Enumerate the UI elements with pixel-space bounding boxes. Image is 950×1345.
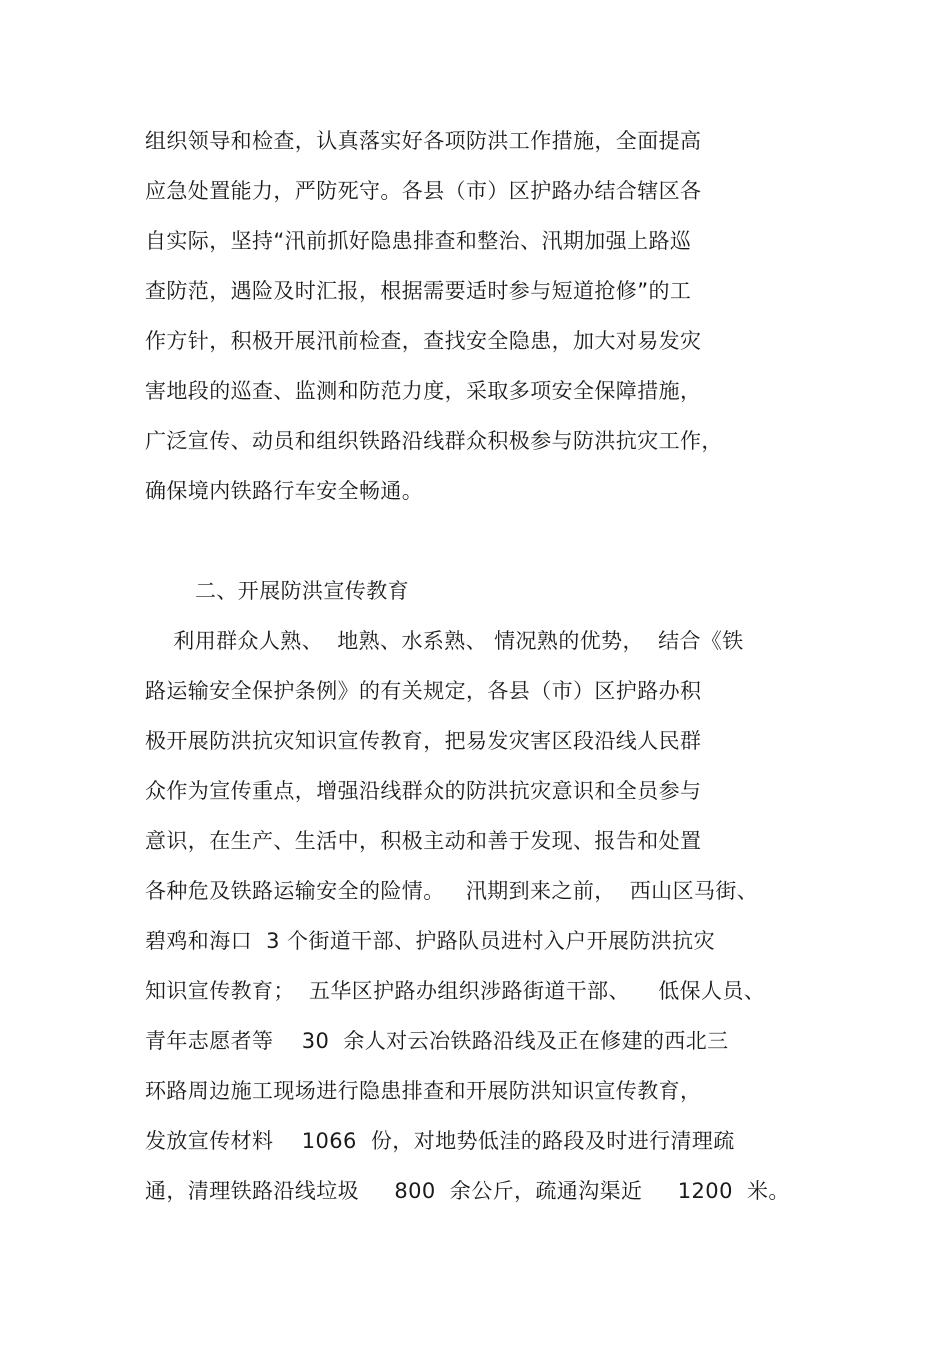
paragraph-line: 广泛宣传、动员和组织铁路沿线群众积极参与防洪抗灾工作， [145,429,723,453]
paragraph-line: 害地段的巡查、监测和防范力度，采取多项安全保障措施， [145,379,702,403]
paragraph-line: 通，清理铁路沿线垃圾 800 余公斤，疏通沟渠近 1200 米。 [145,1179,790,1203]
paragraph-line: 极开展防洪抗灾知识宣传教育，把易发灾害区段沿线人民群 [145,729,702,753]
paragraph-line: 青年志愿者等 30 余人对云冶铁路沿线及正在修建的西北三 [145,1029,729,1053]
paragraph-line: 查防范，遇险及时汇报，根据需要适时参与短道抢修”的工 [145,279,692,303]
paragraph-line: 意识，在生产、生活中，积极主动和善于发现、报告和处置 [145,829,702,853]
section-heading: 二、开展防洪宣传教育 [195,579,409,603]
paragraph-line: 应急处置能力，严防死守。各县（市）区护路办结合辖区各 [145,179,702,203]
paragraph-line: 知识宣传教育； 五华区护路办组织涉路街道干部、 低保人员、 [145,979,766,1003]
paragraph-line: 确保境内铁路行车安全畅通。 [145,479,424,503]
paragraph-line: 众作为宣传重点，增强沿线群众的防洪抗灾意识和全员参与 [145,779,702,803]
paragraph-line: 利用群众人熟、 地熟、水系熟、 情况熟的优势， 结合《铁 [145,629,744,653]
paragraph-line: 发放宣传材料 1066 份，对地势低洼的路段及时进行清理疏 [145,1129,735,1153]
paragraph-line: 自实际，坚持“汛前抓好隐患排查和整治、汛期加强上路巡 [145,229,692,253]
paragraph-line: 碧鸡和海口 3 个街道干部、护路队员进村入户开展防洪抗灾 [145,929,715,953]
paragraph-line: 组织领导和检查，认真落实好各项防洪工作措施，全面提高 [145,129,702,153]
paragraph-line: 各种危及铁路运输安全的险情。 汛期到来之前， 西山区马街、 [145,879,759,903]
paragraph-line: 环路周边施工现场进行隐患排查和开展防洪知识宣传教育， [145,1079,702,1103]
paragraph-line: 作方针，积极开展汛前检查，查找安全隐患，加大对易发灾 [145,329,702,353]
paragraph-line: 路运输安全保护条例》的有关规定，各县（市）区护路办积 [145,679,702,703]
